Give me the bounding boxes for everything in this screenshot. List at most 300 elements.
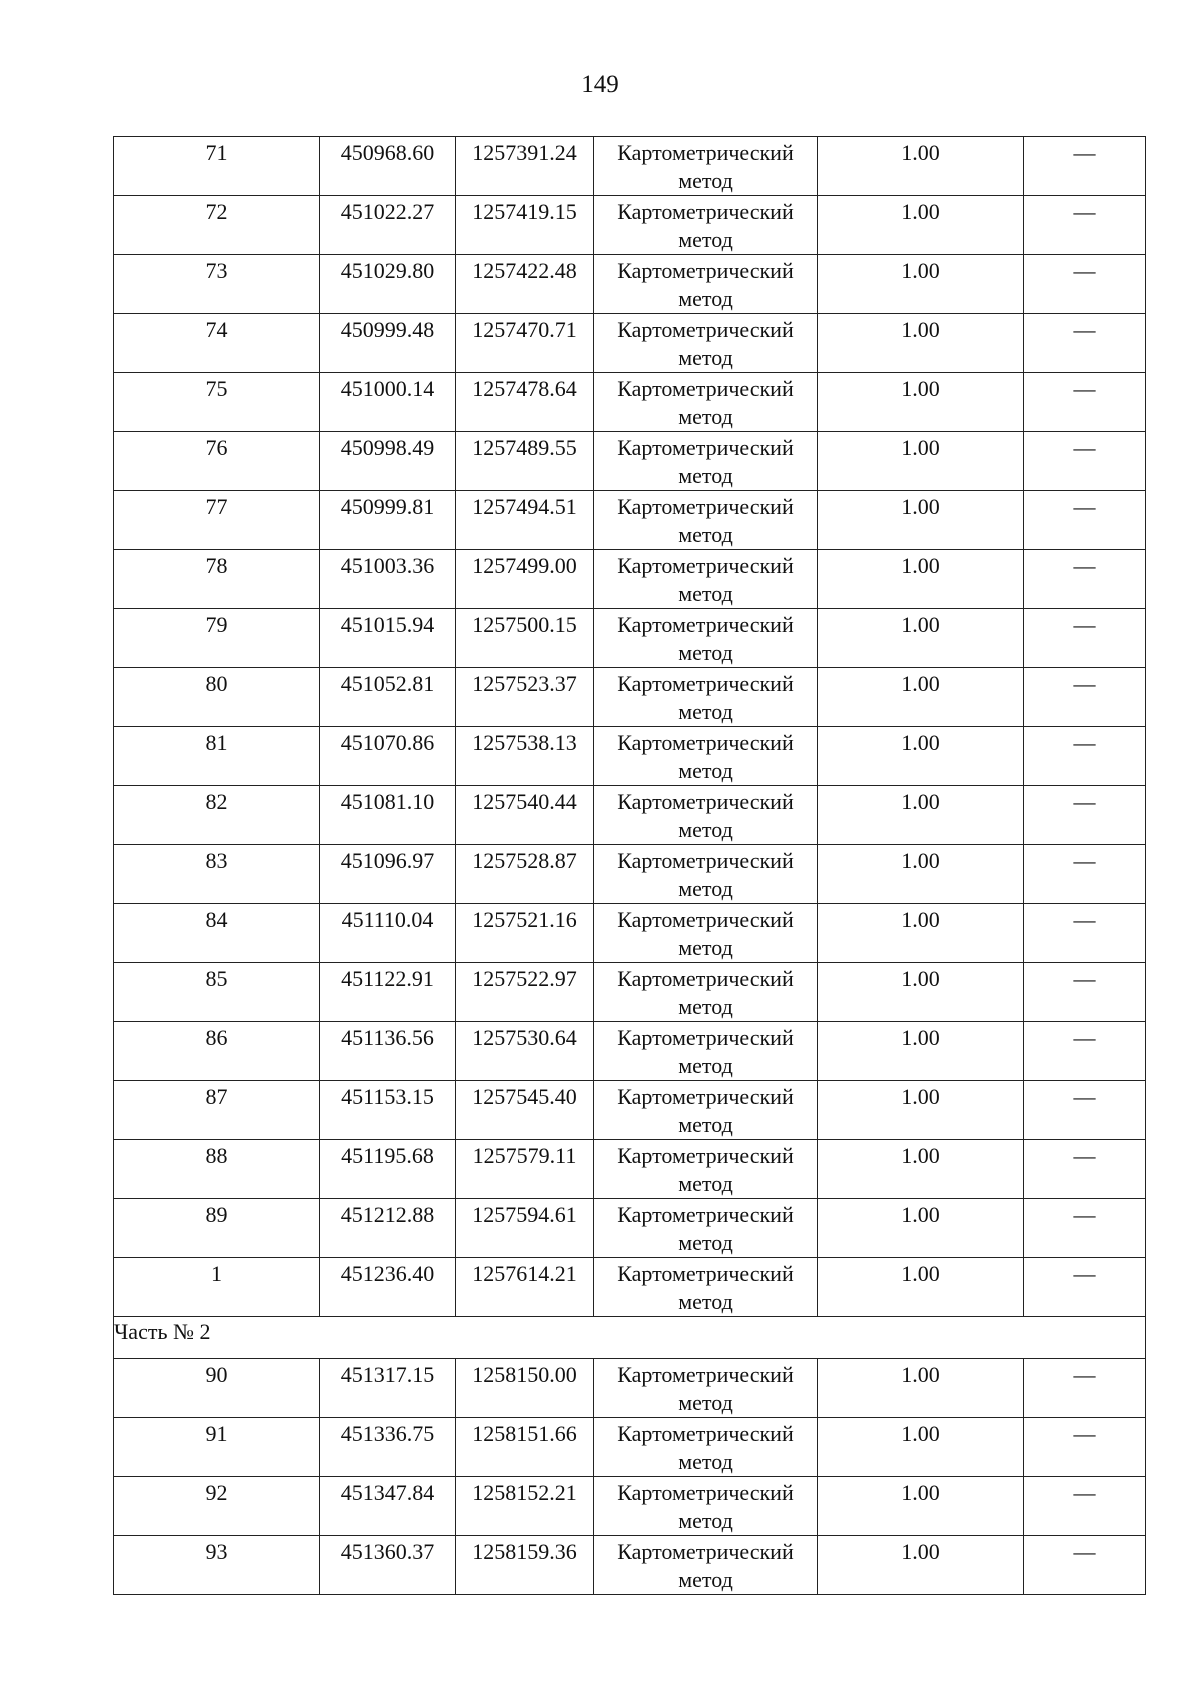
accuracy-cell-text: 1.00 (901, 671, 940, 696)
y-coordinate-cell (456, 1022, 594, 1081)
accuracy-cell (818, 491, 1024, 550)
accuracy-cell (818, 786, 1024, 845)
point-number-cell-text: 81 (205, 730, 228, 755)
x-coordinate-cell-text: 451052.81 (340, 671, 435, 696)
method-cell (594, 668, 818, 727)
table-row (114, 668, 1146, 727)
method-cell (594, 1199, 818, 1258)
point-number-cell (114, 1140, 320, 1199)
x-coordinate-cell-text: 450999.48 (340, 317, 435, 342)
y-coordinate-cell (456, 1258, 594, 1317)
accuracy-cell-text: 1.00 (901, 730, 940, 755)
x-coordinate-cell (320, 1081, 456, 1140)
method-cell (594, 1477, 818, 1536)
note-cell-text: — (1073, 789, 1096, 814)
x-coordinate-cell-text: 451136.56 (341, 1025, 434, 1050)
accuracy-cell-text: 1.00 (901, 966, 940, 991)
accuracy-cell (818, 255, 1024, 314)
x-coordinate-cell (320, 963, 456, 1022)
note-cell-text: — (1073, 258, 1096, 283)
point-number-cell-text: 86 (205, 1025, 228, 1050)
note-cell (1024, 550, 1146, 609)
point-number-cell-text: 82 (205, 789, 228, 814)
method-cell-text: Картометрический метод (617, 907, 794, 960)
point-number-cell (114, 1418, 320, 1477)
method-cell-text: Картометрический метод (617, 317, 794, 370)
method-cell (594, 1081, 818, 1140)
y-coordinate-cell-text: 1257530.64 (472, 1025, 577, 1050)
point-number-cell (114, 845, 320, 904)
note-cell-text: — (1073, 1143, 1096, 1168)
point-number-cell (114, 1199, 320, 1258)
accuracy-cell (818, 550, 1024, 609)
table-row (114, 196, 1146, 255)
note-cell (1024, 314, 1146, 373)
point-number-cell-text: 74 (205, 317, 228, 342)
x-coordinate-cell-text: 451000.14 (340, 376, 435, 401)
method-cell (594, 609, 818, 668)
y-coordinate-cell (456, 1536, 594, 1595)
method-cell-text: Картометрический метод (617, 1202, 794, 1255)
accuracy-cell-text: 1.00 (901, 612, 940, 637)
point-number-cell-text: 72 (205, 199, 228, 224)
method-cell (594, 786, 818, 845)
method-cell (594, 550, 818, 609)
y-coordinate-cell-text: 1258151.66 (472, 1421, 577, 1446)
method-cell-text: Картометрический метод (617, 1480, 794, 1533)
accuracy-cell-text: 1.00 (901, 1421, 940, 1446)
accuracy-cell-text: 1.00 (901, 553, 940, 578)
point-number-cell (114, 373, 320, 432)
x-coordinate-cell-text: 451236.40 (340, 1261, 435, 1286)
x-coordinate-cell (320, 1258, 456, 1317)
point-number-cell (114, 432, 320, 491)
accuracy-cell (818, 845, 1024, 904)
method-cell-text: Картометрический метод (617, 1362, 794, 1415)
note-cell (1024, 786, 1146, 845)
accuracy-cell (818, 1536, 1024, 1595)
accuracy-cell (818, 727, 1024, 786)
method-cell (594, 1359, 818, 1418)
note-cell-text: — (1073, 140, 1096, 165)
y-coordinate-cell (456, 255, 594, 314)
y-coordinate-cell-text: 1258150.00 (472, 1362, 577, 1387)
accuracy-cell-text: 1.00 (901, 789, 940, 814)
y-coordinate-cell (456, 1081, 594, 1140)
point-number-cell-text: 91 (205, 1421, 228, 1446)
point-number-cell (114, 196, 320, 255)
point-number-cell (114, 255, 320, 314)
note-cell-text: — (1073, 671, 1096, 696)
method-cell (594, 314, 818, 373)
note-cell (1024, 1536, 1146, 1595)
y-coordinate-cell (456, 1477, 594, 1536)
note-cell (1024, 196, 1146, 255)
note-cell (1024, 609, 1146, 668)
point-number-cell-text: 89 (205, 1202, 228, 1227)
x-coordinate-cell (320, 432, 456, 491)
y-coordinate-cell-text: 1257579.11 (472, 1143, 577, 1168)
y-coordinate-cell-text: 1257594.61 (472, 1202, 577, 1227)
note-cell-text: — (1073, 612, 1096, 637)
method-cell-text: Картометрический метод (617, 966, 794, 1019)
y-coordinate-cell-text: 1257540.44 (472, 789, 577, 814)
note-cell-text: — (1073, 435, 1096, 460)
point-number-cell (114, 1258, 320, 1317)
table-row (114, 314, 1146, 373)
point-number-cell (114, 550, 320, 609)
point-number-cell (114, 1536, 320, 1595)
method-cell-text: Картометрический метод (617, 612, 794, 665)
y-coordinate-cell (456, 609, 594, 668)
y-coordinate-cell (456, 137, 594, 196)
x-coordinate-cell (320, 727, 456, 786)
accuracy-cell (818, 963, 1024, 1022)
section-label: Часть № 2 (114, 1317, 1146, 1359)
point-number-cell (114, 727, 320, 786)
point-number-cell-text: 90 (205, 1362, 228, 1387)
accuracy-cell-text: 1.00 (901, 317, 940, 342)
x-coordinate-cell-text: 451122.91 (341, 966, 434, 991)
point-number-cell-text: 79 (205, 612, 228, 637)
accuracy-cell (818, 314, 1024, 373)
y-coordinate-cell-text: 1257478.64 (472, 376, 577, 401)
x-coordinate-cell-text: 451015.94 (340, 612, 435, 637)
accuracy-cell (818, 373, 1024, 432)
method-cell-text: Картометрический метод (617, 553, 794, 606)
note-cell-text: — (1073, 730, 1096, 755)
note-cell-text: — (1073, 494, 1096, 519)
y-coordinate-cell (456, 786, 594, 845)
y-coordinate-cell-text: 1257500.15 (472, 612, 577, 637)
method-cell (594, 727, 818, 786)
x-coordinate-cell (320, 314, 456, 373)
note-cell (1024, 668, 1146, 727)
y-coordinate-cell (456, 196, 594, 255)
x-coordinate-cell-text: 451195.68 (341, 1143, 434, 1168)
method-cell-text: Картометрический метод (617, 1539, 794, 1592)
y-coordinate-cell (456, 845, 594, 904)
method-cell (594, 196, 818, 255)
point-number-cell (114, 786, 320, 845)
accuracy-cell (818, 1359, 1024, 1418)
method-cell-text: Картометрический метод (617, 1025, 794, 1078)
y-coordinate-cell (456, 963, 594, 1022)
method-cell-text: Картометрический метод (617, 789, 794, 842)
table-row (114, 1258, 1146, 1317)
y-coordinate-cell-text: 1258152.21 (472, 1480, 577, 1505)
point-number-cell-text: 92 (205, 1480, 228, 1505)
note-cell (1024, 904, 1146, 963)
x-coordinate-cell-text: 451003.36 (340, 553, 435, 578)
y-coordinate-cell (456, 1199, 594, 1258)
point-number-cell-text: 83 (205, 848, 228, 873)
note-cell (1024, 137, 1146, 196)
note-cell (1024, 255, 1146, 314)
x-coordinate-cell-text: 451096.97 (340, 848, 435, 873)
x-coordinate-cell (320, 373, 456, 432)
table-row (114, 373, 1146, 432)
x-coordinate-cell-text: 451070.86 (340, 730, 435, 755)
table-row (114, 432, 1146, 491)
accuracy-cell-text: 1.00 (901, 199, 940, 224)
accuracy-cell (818, 668, 1024, 727)
method-cell-text: Картометрический метод (617, 1084, 794, 1137)
x-coordinate-cell (320, 137, 456, 196)
y-coordinate-cell-text: 1257494.51 (472, 494, 577, 519)
note-cell-text: — (1073, 1084, 1096, 1109)
point-number-cell (114, 314, 320, 373)
x-coordinate-cell-text: 451360.37 (340, 1539, 435, 1564)
accuracy-cell-text: 1.00 (901, 1480, 940, 1505)
note-cell-text: — (1073, 1202, 1096, 1227)
method-cell (594, 432, 818, 491)
accuracy-cell-text: 1.00 (901, 494, 940, 519)
y-coordinate-cell-text: 1257521.16 (472, 907, 577, 932)
note-cell-text: — (1073, 1261, 1096, 1286)
method-cell (594, 1140, 818, 1199)
x-coordinate-cell (320, 609, 456, 668)
point-number-cell-text: 78 (205, 553, 228, 578)
point-number-cell (114, 963, 320, 1022)
point-number-cell (114, 1477, 320, 1536)
x-coordinate-cell (320, 668, 456, 727)
y-coordinate-cell (456, 1140, 594, 1199)
y-coordinate-cell-text: 1257499.00 (472, 553, 577, 578)
accuracy-cell (818, 904, 1024, 963)
y-coordinate-cell (456, 727, 594, 786)
accuracy-cell-text: 1.00 (901, 1202, 940, 1227)
point-number-cell (114, 904, 320, 963)
table-row (114, 963, 1146, 1022)
method-cell-text: Картометрический метод (617, 848, 794, 901)
method-cell-text: Картометрический метод (617, 1261, 794, 1314)
method-cell-text: Картометрический метод (617, 435, 794, 488)
coordinates-table-body (114, 137, 1146, 1595)
method-cell-text: Картометрический метод (617, 1421, 794, 1474)
x-coordinate-cell (320, 1359, 456, 1418)
point-number-cell-text: 71 (205, 140, 228, 165)
note-cell-text: — (1073, 1539, 1096, 1564)
accuracy-cell-text: 1.00 (901, 140, 940, 165)
method-cell (594, 373, 818, 432)
method-cell (594, 137, 818, 196)
y-coordinate-cell (456, 904, 594, 963)
method-cell-text: Картометрический метод (617, 140, 794, 193)
note-cell-text: — (1073, 1480, 1096, 1505)
x-coordinate-cell (320, 786, 456, 845)
point-number-cell-text: 1 (211, 1261, 222, 1286)
y-coordinate-cell (456, 668, 594, 727)
accuracy-cell-text: 1.00 (901, 1084, 940, 1109)
table-row (114, 609, 1146, 668)
note-cell (1024, 1022, 1146, 1081)
table-row (114, 1081, 1146, 1140)
accuracy-cell-text: 1.00 (901, 848, 940, 873)
point-number-cell (114, 1359, 320, 1418)
accuracy-cell-text: 1.00 (901, 1025, 940, 1050)
section-row (114, 1317, 1146, 1359)
method-cell (594, 904, 818, 963)
y-coordinate-cell (456, 432, 594, 491)
note-cell (1024, 1477, 1146, 1536)
y-coordinate-cell-text: 1257419.15 (472, 199, 577, 224)
method-cell-text: Картометрический метод (617, 671, 794, 724)
point-number-cell (114, 1022, 320, 1081)
x-coordinate-cell (320, 1477, 456, 1536)
page-number: 149 (581, 71, 619, 98)
x-coordinate-cell-text: 451029.80 (340, 258, 435, 283)
method-cell (594, 1258, 818, 1317)
y-coordinate-cell (456, 373, 594, 432)
x-coordinate-cell-text: 451153.15 (341, 1084, 434, 1109)
method-cell (594, 1536, 818, 1595)
point-number-cell (114, 668, 320, 727)
y-coordinate-cell-text: 1257489.55 (472, 435, 577, 460)
accuracy-cell (818, 1477, 1024, 1536)
accuracy-cell-text: 1.00 (901, 376, 940, 401)
note-cell (1024, 963, 1146, 1022)
accuracy-cell-text: 1.00 (901, 1362, 940, 1387)
table-row (114, 1477, 1146, 1536)
accuracy-cell (818, 609, 1024, 668)
table-row (114, 1022, 1146, 1081)
point-number-cell-text: 85 (205, 966, 228, 991)
table-row (114, 255, 1146, 314)
x-coordinate-cell-text: 451022.27 (340, 199, 435, 224)
point-number-cell-text: 80 (205, 671, 228, 696)
accuracy-cell (818, 1199, 1024, 1258)
y-coordinate-cell-text: 1257523.37 (472, 671, 577, 696)
x-coordinate-cell-text: 451110.04 (341, 907, 434, 932)
table-row (114, 137, 1146, 196)
x-coordinate-cell-text: 451212.88 (340, 1202, 435, 1227)
table-row (114, 845, 1146, 904)
note-cell (1024, 373, 1146, 432)
y-coordinate-cell-text: 1257522.97 (472, 966, 577, 991)
note-cell (1024, 491, 1146, 550)
accuracy-cell-text: 1.00 (901, 1143, 940, 1168)
x-coordinate-cell (320, 1140, 456, 1199)
note-cell (1024, 727, 1146, 786)
point-number-cell-text: 84 (205, 907, 228, 932)
table-row (114, 1418, 1146, 1477)
y-coordinate-cell-text: 1257545.40 (472, 1084, 577, 1109)
note-cell (1024, 1258, 1146, 1317)
note-cell-text: — (1073, 317, 1096, 342)
table-row (114, 1140, 1146, 1199)
point-number-cell-text: 93 (205, 1539, 228, 1564)
y-coordinate-cell (456, 314, 594, 373)
point-number-cell-text: 77 (205, 494, 228, 519)
method-cell (594, 845, 818, 904)
accuracy-cell (818, 137, 1024, 196)
x-coordinate-cell-text: 450968.60 (340, 140, 435, 165)
accuracy-cell (818, 196, 1024, 255)
accuracy-cell-text: 1.00 (901, 258, 940, 283)
y-coordinate-cell (456, 550, 594, 609)
x-coordinate-cell (320, 1418, 456, 1477)
accuracy-cell (818, 432, 1024, 491)
table-row (114, 1359, 1146, 1418)
note-cell-text: — (1073, 376, 1096, 401)
y-coordinate-cell-text: 1257614.21 (472, 1261, 577, 1286)
x-coordinate-cell (320, 845, 456, 904)
note-cell-text: — (1073, 199, 1096, 224)
point-number-cell-text: 76 (205, 435, 228, 460)
y-coordinate-cell-text: 1257391.24 (472, 140, 577, 165)
note-cell-text: — (1073, 553, 1096, 578)
point-number-cell-text: 73 (205, 258, 228, 283)
point-number-cell (114, 1081, 320, 1140)
x-coordinate-cell-text: 451347.84 (340, 1480, 435, 1505)
y-coordinate-cell-text: 1257422.48 (472, 258, 577, 283)
y-coordinate-cell (456, 1359, 594, 1418)
table-row (114, 491, 1146, 550)
table-row (114, 727, 1146, 786)
note-cell (1024, 432, 1146, 491)
coordinates-table (113, 136, 1146, 1595)
note-cell (1024, 845, 1146, 904)
point-number-cell-text: 88 (205, 1143, 228, 1168)
method-cell (594, 963, 818, 1022)
point-number-cell (114, 137, 320, 196)
method-cell-text: Картометрический метод (617, 258, 794, 311)
note-cell (1024, 1418, 1146, 1477)
accuracy-cell (818, 1418, 1024, 1477)
method-cell-text: Картометрический метод (617, 730, 794, 783)
method-cell (594, 1022, 818, 1081)
note-cell (1024, 1140, 1146, 1199)
point-number-cell (114, 491, 320, 550)
x-coordinate-cell (320, 550, 456, 609)
y-coordinate-cell-text: 1257528.87 (472, 848, 577, 873)
point-number-cell-text: 87 (205, 1084, 228, 1109)
accuracy-cell (818, 1258, 1024, 1317)
method-cell-text: Картометрический метод (617, 199, 794, 252)
table-row (114, 1199, 1146, 1258)
table-row (114, 550, 1146, 609)
y-coordinate-cell (456, 491, 594, 550)
y-coordinate-cell-text: 1257538.13 (472, 730, 577, 755)
x-coordinate-cell-text: 451317.15 (340, 1362, 435, 1387)
note-cell-text: — (1073, 966, 1096, 991)
accuracy-cell-text: 1.00 (901, 907, 940, 932)
x-coordinate-cell-text: 451081.10 (340, 789, 435, 814)
method-cell (594, 491, 818, 550)
x-coordinate-cell (320, 196, 456, 255)
accuracy-cell-text: 1.00 (901, 1539, 940, 1564)
note-cell-text: — (1073, 848, 1096, 873)
table-row (114, 786, 1146, 845)
x-coordinate-cell-text: 450998.49 (340, 435, 435, 460)
note-cell (1024, 1199, 1146, 1258)
note-cell (1024, 1359, 1146, 1418)
x-coordinate-cell-text: 451336.75 (340, 1421, 435, 1446)
method-cell-text: Картометрический метод (617, 1143, 794, 1196)
note-cell-text: — (1073, 1362, 1096, 1387)
method-cell (594, 1418, 818, 1477)
x-coordinate-cell (320, 1022, 456, 1081)
x-coordinate-cell (320, 1536, 456, 1595)
method-cell-text: Картометрический метод (617, 376, 794, 429)
method-cell-text: Картометрический метод (617, 494, 794, 547)
x-coordinate-cell (320, 904, 456, 963)
accuracy-cell (818, 1022, 1024, 1081)
y-coordinate-cell-text: 1257470.71 (472, 317, 577, 342)
note-cell-text: — (1073, 1421, 1096, 1446)
note-cell-text: — (1073, 1025, 1096, 1050)
